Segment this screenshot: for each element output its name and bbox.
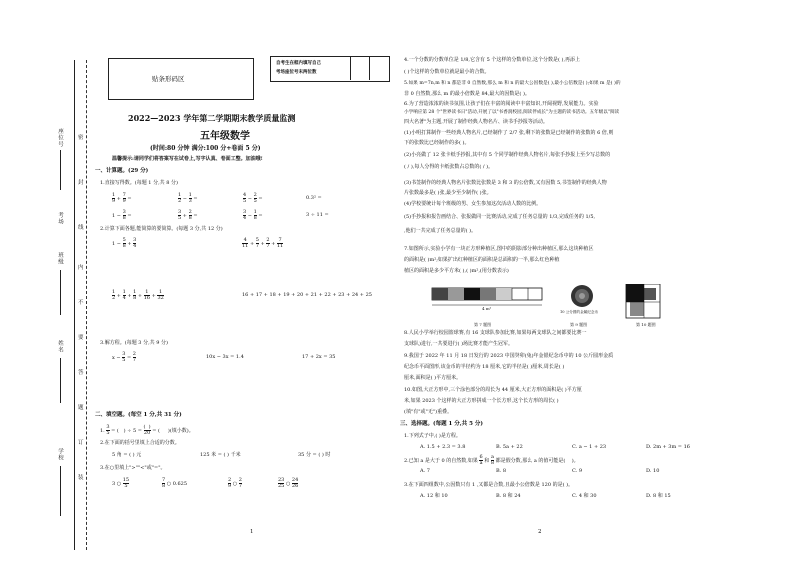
compute-item: $\frac{1}{2}$ + $\frac{1}{4}$ + $\frac{1}{8}$ + $\frac{1}{16}$ + $\frac{1}{32}$ bbox=[112, 289, 164, 301]
choice-option: A. 1.5 + 2.3 = 3.8 bbox=[420, 444, 466, 450]
school-label: 学校 bbox=[57, 448, 63, 461]
q5-line: 5.如果 m=7n,m 和 n 都是非 0 自然数,那么 m 和 n 的最大公因数是( ),最小公倍数是( );如果 m 是( )的 bbox=[404, 81, 621, 86]
choice-option: C. a − 1 + 23 bbox=[572, 444, 607, 450]
choice-option: C. 9 bbox=[572, 468, 583, 474]
fold-dash-line bbox=[86, 60, 87, 550]
seat-notice-line: 自考生在框内填写自己 bbox=[276, 61, 321, 66]
choice-option: B. 8 和 24 bbox=[496, 493, 521, 499]
binding-line bbox=[74, 60, 75, 550]
class-line bbox=[60, 270, 62, 315]
figure-9-coin bbox=[571, 285, 593, 307]
q6-line: (3)书签制作的经典人物名片张数比张数是 3 和 3 的公倍数,又有因数 5,书签制作的经典人物 bbox=[404, 180, 607, 186]
choice-option: D. 10 bbox=[646, 468, 660, 474]
figure-label: 第 9 题图 bbox=[570, 322, 588, 327]
exam-subject: 五年级数学 bbox=[200, 131, 250, 142]
seat-box-divider bbox=[369, 56, 370, 80]
q6-line: (4)学校要统计每个班级的男、女生参加这次活动人数的比例。 bbox=[404, 201, 542, 207]
calc-item: $\frac{1}{2}$ − $\frac{1}{3}$ = bbox=[178, 192, 198, 204]
q4-line: ( )个这样的分数单位就是最小的合数。 bbox=[404, 69, 490, 75]
seat-no-line bbox=[60, 150, 62, 190]
question-1-2: 2.计算下面各题,能简算的要简算。(每题 3 分,共 12 分) bbox=[100, 226, 223, 232]
fill-question: 1. $\frac{3}{5}$ = ( ) ÷ 5 = $\frac{( )}{20}$ = ( )(填小数)。 bbox=[100, 424, 194, 436]
time-score-line: (时间:80 分钟 满分:100 分+卷面 5 分) bbox=[150, 145, 261, 152]
q6-line: (1)小明打算制作一些经典人物名片,已经制作了 2/7 张,剩下的张数是已经制作的张数的 6 倍,则 bbox=[404, 130, 614, 136]
choice-option: D. 2m + 3m = 16 bbox=[646, 444, 690, 450]
figure-label: 第 10 题图 bbox=[636, 322, 656, 327]
section-heading: 三、选择题。(每题 1 分,共 5 分) bbox=[400, 421, 483, 427]
figure-label: 第 7 题图 bbox=[474, 322, 492, 327]
q6-line: ,他们一共完成了任务总量的( )。 bbox=[404, 228, 477, 234]
figure-label: 10 公分圆的金属纪念币 bbox=[560, 310, 599, 314]
page-number: 2 bbox=[538, 529, 542, 535]
q6-line: (2)小亮做了 12 张卡纸手抄报,其中有 5 个同学制作经典人物名片,每张手抄报上至少写总数的 bbox=[404, 152, 611, 158]
school-line bbox=[60, 466, 62, 516]
binding-char: 答 bbox=[78, 370, 84, 376]
q8-line: 支球队)进行,一共要进行( )场比赛才能产生冠军。 bbox=[404, 341, 514, 347]
name-line bbox=[60, 358, 62, 403]
barcode-label: 贴条形码区 bbox=[152, 75, 185, 83]
figure-10-square bbox=[626, 284, 660, 318]
q9-line: 纪念币平面图形,该金币的半径约为 18 厘米,它的半径是( )厘米,周长是( ) bbox=[404, 364, 565, 370]
choice-question: 2.已知 a 是大于 0 的自然数,如果 $\frac{6}{a}$ 和 $\frac{a}{8}$ 都是假分数,那么 a 的值可能是( )。 bbox=[404, 454, 579, 466]
q6-line: 片张数最多是( )张,最少至少制作( )张。 bbox=[404, 190, 492, 196]
calc-item: $\frac{3}{4}$ − $\frac{1}{8}$ = bbox=[243, 209, 263, 221]
exam-title: 2022—2023 学年第二学期期末教学质量监测 bbox=[128, 113, 296, 123]
seat-no-label: 座位号 bbox=[57, 128, 63, 148]
q6-line: 6.为了营造浓浓的读书氛围,让孩子们在丰富的阅读中丰富知识,开阔视野,发展能力。实验 bbox=[404, 101, 599, 107]
compute-item: 16 + 17 + 18 + 19 + 20 + 21 + 22 + 23 + 24 + 25 bbox=[242, 292, 372, 298]
binding-char: 内 bbox=[78, 265, 84, 271]
q7-line: 的面积是( )m²;如果扩出红种植区的面积是总面积的一半,那么红色种植 bbox=[404, 257, 560, 263]
binding-char: 线 bbox=[78, 225, 84, 231]
fill-question: 2.在下面的括号里填上合适的分数。 bbox=[100, 440, 180, 446]
calc-item: 1 − $\frac{3}{8}$ = bbox=[112, 209, 132, 221]
q10-line: 10.如图,大正方形中,三个涂色部分的周长为 44 厘米,大正方形的面积是( )平方厘 bbox=[404, 387, 582, 393]
compute-item: 1 − $\frac{5}{8}$ + $\frac{3}{4}$ bbox=[112, 237, 137, 249]
choice-option: A. 12 和 10 bbox=[420, 493, 448, 499]
binding-char: 题 bbox=[78, 405, 84, 411]
compute-item: $\frac{4}{11}$ + $\frac{5}{7}$ + $\frac{2}{7}$ + $\frac{7}{11}$ bbox=[242, 237, 284, 249]
compare-item: $\frac{23}{25}$ ○ $\frac{24}{26}$ bbox=[278, 477, 299, 489]
choice-question: 3.在下面四组数中,公因数只有 1 ,又都是合数,且最小公倍数是 120 的是( )。 bbox=[404, 482, 574, 488]
calc-item: 0.3² = bbox=[306, 195, 322, 201]
q9-line: 厘米,面积是( )平方厘米。 bbox=[404, 375, 462, 381]
binding-char: 密 bbox=[78, 135, 84, 141]
choice-option: D. 8 和 15 bbox=[646, 493, 671, 499]
figures bbox=[430, 284, 670, 332]
calc-item: $\frac{1}{9}$ + $\frac{7}{9}$ = bbox=[112, 192, 132, 204]
seat-box-divider bbox=[350, 56, 351, 80]
name-label: 姓名 bbox=[57, 340, 63, 353]
class-label: 班级 bbox=[57, 252, 63, 265]
fill-item: 125 米 = ( ) 千米 bbox=[200, 452, 241, 458]
choice-option: B. 8 bbox=[496, 468, 507, 474]
equation-item: 10x − 3x = 1.4 bbox=[206, 354, 244, 360]
binding-char: 装 bbox=[78, 475, 84, 481]
q10-line: 米,如果 2023 个这样的大正方形拼成一个长方形,这个长方形的周长( ) bbox=[404, 398, 559, 404]
equation-item: 17 + 2x = 35 bbox=[302, 354, 336, 360]
question-1-1: 1.直接写得数。(每题 1 分,共 8 分) bbox=[100, 180, 178, 186]
choice-question: 1.下列式子中,( )是方程。 bbox=[404, 433, 461, 439]
binding-char: 不 bbox=[78, 300, 84, 306]
choice-option: C. 4 和 30 bbox=[572, 493, 597, 499]
choice-option: A. 7 bbox=[420, 468, 430, 474]
compare-item: $\frac{7}{8}$ ○ 0.625 bbox=[162, 477, 188, 489]
compare-item: $\frac{2}{9}$ ○ $\frac{2}{7}$ bbox=[228, 477, 242, 489]
seat-notice-line: 考场座位号末两位数 bbox=[276, 70, 317, 75]
section-heading: 二、填空题。(每空 1 分,共 31 分) bbox=[95, 412, 182, 418]
q8-line: 8.人民小学举行校园篮球赛,有 16 支球队参加比赛,如果每两支球队之间都要比赛一 bbox=[404, 330, 587, 336]
figure-label: 4 m² bbox=[482, 306, 492, 311]
calc-item: $\frac{3}{5}$ + $\frac{2}{8}$ = bbox=[178, 209, 198, 221]
calc-item: $\frac{4}{5}$ − $\frac{2}{5}$ = bbox=[243, 192, 263, 204]
page-number: 1 bbox=[250, 529, 254, 535]
figure-7-bar bbox=[432, 288, 542, 305]
binding-char: 订 bbox=[78, 440, 84, 446]
fill-item: 35 分 = ( ) 时 bbox=[298, 452, 331, 458]
choice-option: B. 5a + 22 bbox=[496, 444, 523, 450]
fill-question: 3.在○里填上">""<"或"="。 bbox=[100, 465, 166, 471]
q6-line: 小学响应第 28 个"世界读书日"活动,开展了以"书香润校园,阅读伴成长"为主题的读书活动。五年级以"阅读 bbox=[404, 110, 620, 115]
binding-char: 要 bbox=[78, 335, 84, 341]
compare-item: 3 ○ $\frac{15}{5}$ bbox=[112, 477, 130, 489]
q6-line: 四大名著"为主题,开展了制作经典人物名片、读书手抄报等活动。 bbox=[404, 119, 548, 125]
exam-room-label: 考场 bbox=[57, 212, 63, 225]
fill-item: 5 角 = ( ) 元 bbox=[112, 452, 142, 458]
binding-char: 封 bbox=[78, 180, 84, 186]
reminder: 温馨提示:请同学们将答案写在试卷上,写字认真、卷面工整。加油哦! bbox=[112, 156, 263, 162]
q5-line: 非 0 自然数,那么 m 的最小倍数是 84,最大的因数是( )。 bbox=[404, 91, 530, 97]
equation-item: x − $\frac{3}{5}$ = $\frac{2}{7}$ bbox=[112, 351, 136, 363]
q10-line: (填"有"或"无")重叠。 bbox=[404, 409, 453, 415]
question-1-3: 3.解方程。(每题 3 分,共 9 分) bbox=[100, 340, 168, 346]
section-heading: 一、计算题。(29 分) bbox=[95, 168, 149, 174]
q6-line: (5)手抄报和报告画结合、张报做同一比赛活动,完成了任务总量的 1/3,完成任务的 1/5, bbox=[404, 214, 596, 220]
q9-line: 9.我国于 2022 年 11 月 18 日发行的 2023 中国癸卯(兔)年金银纪念币中的 10 公斤圆形金质 bbox=[404, 353, 614, 359]
q4-line: 4.一个分数的分数单位是 1/8,它含有 5 个这样的分数单位,这个分数是( ),再添上 bbox=[404, 57, 581, 63]
q7-line: 7.如图所示,实验小学有一块正方形种植区,图中的阴影部分种出种植区,那么这块种植区 bbox=[404, 246, 594, 252]
q6-line: ( / ),每人分得的卡纸张数占总数的( / )。 bbox=[404, 164, 494, 170]
q6-line: 下的张数比已经制作的多( )。 bbox=[404, 140, 470, 146]
calc-item: 3 ÷ 11 = bbox=[306, 212, 329, 218]
q7-line: 植区的面积是多少平方米( ),( )m²,(用分数表示) bbox=[404, 268, 509, 274]
